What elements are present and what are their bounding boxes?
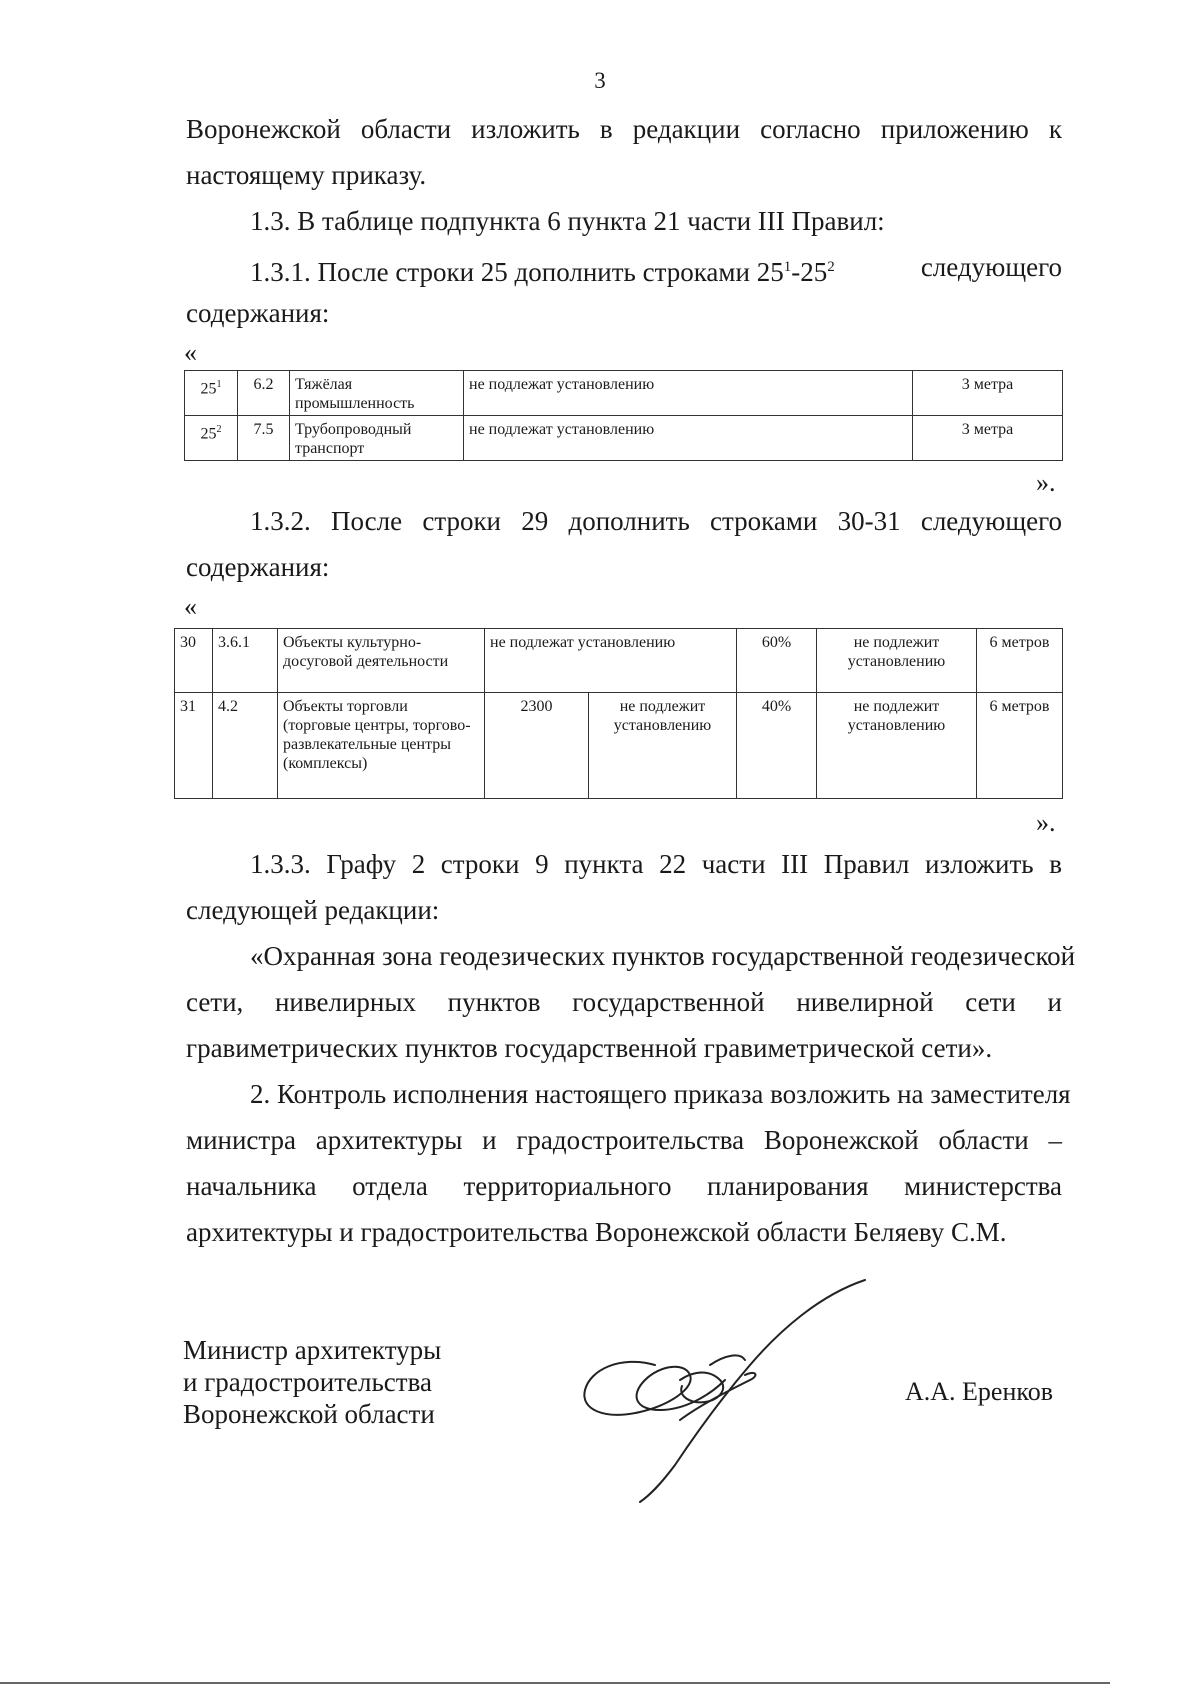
paragraph-1-3-1: 1.3.1. После строки 25 дополнить строками $25^1-25^2$ следующего xyxy=(250,252,1062,287)
paragraph-line: 1.3.3. Графу 2 строки 9 пункта 22 части III Правил изложить в xyxy=(250,849,1062,879)
paragraph-line: Воронежской области изложить в редакции согласно приложению к xyxy=(186,114,1062,144)
table-cell: 60% xyxy=(737,629,817,693)
open-quote: « xyxy=(184,592,197,621)
table-cell: 4.2 xyxy=(213,693,278,799)
paragraph-line: настоящему приказу. xyxy=(186,160,427,190)
table-row xyxy=(185,416,1063,461)
paragraph-line: содержания: xyxy=(186,298,330,328)
table-cell: не подлежит установлению xyxy=(817,693,977,799)
table-cell: не подлежит установлению xyxy=(589,693,737,799)
table-cell: $25^1$ xyxy=(185,371,238,416)
table-cell: 3 метра xyxy=(913,371,1063,416)
open-quote: « xyxy=(184,338,197,367)
paragraph-line: 1.3. В таблице подпункта 6 пункта 21 части III Правил: xyxy=(250,206,885,236)
table-cell: 40% xyxy=(737,693,817,799)
table-cell: не подлежат установлению xyxy=(464,371,913,416)
paragraph-line: «Охранная зона геодезических пунктов государственной геодезической xyxy=(250,941,1076,971)
table-cell: 30 xyxy=(175,629,213,693)
handwritten-signature xyxy=(560,1270,890,1505)
table-row xyxy=(175,693,1063,799)
signer-title: Министр архитектуры и градостроительства Воронежской области xyxy=(183,1335,442,1429)
table-cell: 3.6.1 xyxy=(213,629,278,693)
table-cell: 3 метра xyxy=(913,416,1063,461)
close-quote: ». xyxy=(1036,808,1056,837)
page-number: 3 xyxy=(594,68,606,93)
close-quote: ». xyxy=(1036,468,1056,497)
table-cell: не подлежат установлению xyxy=(464,416,913,461)
paragraph-line: 1.3.2. После строки 29 дополнить строками 30-31 следующего xyxy=(250,506,1062,536)
table-cell: 7.5 xyxy=(238,416,290,461)
table-cell: Трубопроводный транспорт xyxy=(290,416,464,461)
paragraph-text: 1.3.1. После строки 25 дополнить строками $25^1-25^2$ xyxy=(250,257,835,287)
signer-name: А.А. Еренков xyxy=(905,1377,1053,1406)
table-cell: 6 метров xyxy=(977,693,1063,799)
table-cell: Объекты культурно-досуговой деятельности xyxy=(278,629,485,693)
table-cell: 6.2 xyxy=(238,371,290,416)
paragraph-line: 2. Контроль исполнения настоящего приказа возложить на заместителя xyxy=(250,1079,1071,1109)
table-2 xyxy=(174,628,1063,799)
page-bottom-rule xyxy=(0,1682,1110,1684)
table-cell: Объекты торговли (торговые центры, торгово-развлекательные центры (комплексы) xyxy=(278,693,485,799)
paragraph-line: архитектуры и градостроительства Воронежской области Беляеву С.М. xyxy=(186,1217,1007,1247)
table-cell: не подлежит установлению xyxy=(817,629,977,693)
table-row xyxy=(185,371,1063,416)
paragraph-line: начальника отдела территориального планирования министерства xyxy=(186,1171,1062,1201)
paragraph-line: содержания: xyxy=(186,552,330,582)
paragraph-line: министра архитектуры и градостроительства Воронежской области – xyxy=(186,1125,1062,1155)
paragraph-line: следующей редакции: xyxy=(186,895,440,925)
table-cell: 6 метров xyxy=(977,629,1063,693)
table-cell: Тяжёлая промышленность xyxy=(290,371,464,416)
paragraph-line: сети, нивелирных пунктов государственной нивелирной сети и xyxy=(186,987,1062,1017)
table-row xyxy=(175,629,1063,693)
table-cell: $25^2$ xyxy=(185,416,238,461)
table-cell: 31 xyxy=(175,693,213,799)
table-cell: не подлежат установлению xyxy=(485,629,737,693)
paragraph-line: гравиметрических пунктов государственной гравиметрической сети». xyxy=(186,1033,993,1063)
table-cell: 2300 xyxy=(485,693,589,799)
table-1 xyxy=(184,370,1063,461)
